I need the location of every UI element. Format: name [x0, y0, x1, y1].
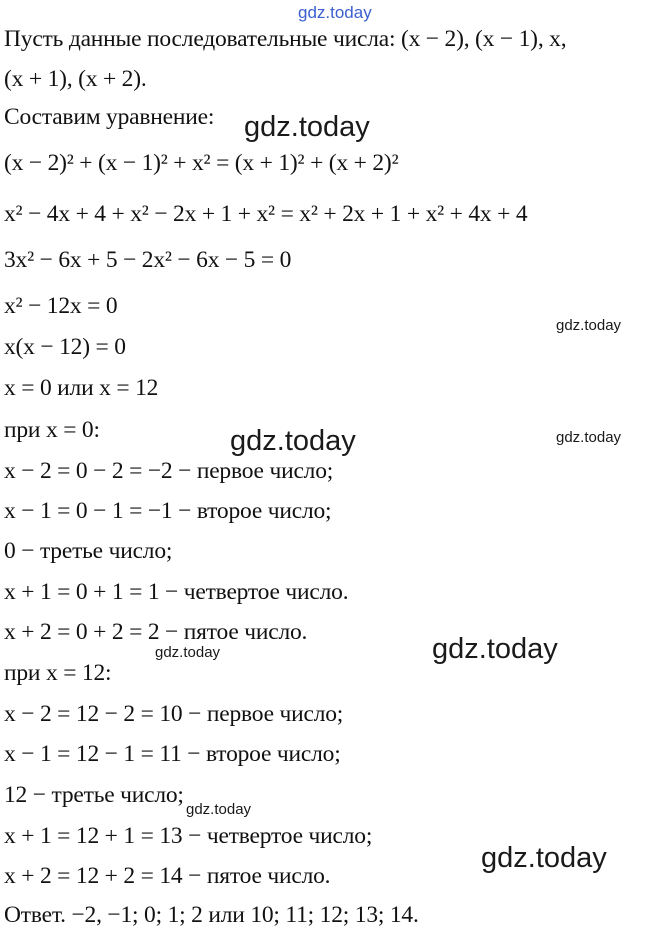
- case-zero-line-3: 0 − третье число;: [4, 538, 173, 564]
- case-zero-line-2: x − 1 = 0 − 1 = −1 − второе число;: [4, 498, 332, 524]
- equation-line-4: x² − 12x = 0: [4, 293, 118, 319]
- case-twelve-line-2: x − 1 = 12 − 1 = 11 − второе число;: [4, 741, 341, 767]
- solution-line-1: Пусть данные последовательные числа: (x − 2), (x − 1), x,: [4, 26, 567, 52]
- watermark: gdz.today: [556, 317, 622, 334]
- case-zero-line-4: x + 1 = 0 + 1 = 1 − четвертое число.: [4, 579, 349, 605]
- case-twelve-line-4: x + 1 = 12 + 1 = 13 − четвертое число;: [4, 823, 373, 849]
- case-twelve-line-3: 12 − третье число;: [4, 782, 184, 808]
- case-twelve-line-1: x − 2 = 12 − 2 = 10 − первое число;: [4, 701, 344, 727]
- equation-line-3: 3x² − 6x + 5 − 2x² − 6x − 5 = 0: [4, 247, 292, 273]
- solution-line-3: Составим уравнение:: [4, 104, 215, 130]
- watermark: gdz.today: [186, 801, 252, 818]
- watermark: gdz.today: [244, 111, 370, 143]
- case-twelve-heading: при x = 12:: [4, 660, 112, 686]
- equation-line-2: x² − 4x + 4 + x² − 2x + 1 + x² = x² + 2x + 1 + x² + 4x + 4: [4, 201, 528, 227]
- equation-line-1: (x − 2)² + (x − 1)² + x² = (x + 1)² + (x + 2)²: [4, 150, 399, 176]
- equation-line-5: x(x − 12) = 0: [4, 334, 126, 360]
- watermark: gdz.today: [230, 425, 356, 457]
- solution-line-2: (x + 1), (x + 2).: [4, 66, 147, 92]
- case-twelve-line-5: x + 2 = 12 + 2 = 14 − пятое число.: [4, 863, 331, 889]
- watermark: gdz.today: [155, 644, 221, 661]
- case-zero-heading: при x = 0:: [4, 417, 100, 443]
- watermark: gdz.today: [432, 633, 558, 665]
- roots-line: x = 0 или x = 12: [4, 375, 159, 401]
- case-zero-line-5: x + 2 = 0 + 2 = 2 − пятое число.: [4, 619, 308, 645]
- watermark: gdz.today: [556, 429, 622, 446]
- case-zero-line-1: x − 2 = 0 − 2 = −2 − первое число;: [4, 458, 334, 484]
- answer-line: Ответ. −2, −1; 0; 1; 2 или 10; 11; 12; 13; 14.: [4, 902, 419, 928]
- watermark: gdz.today: [481, 842, 607, 874]
- watermark-top: gdz.today: [298, 3, 372, 22]
